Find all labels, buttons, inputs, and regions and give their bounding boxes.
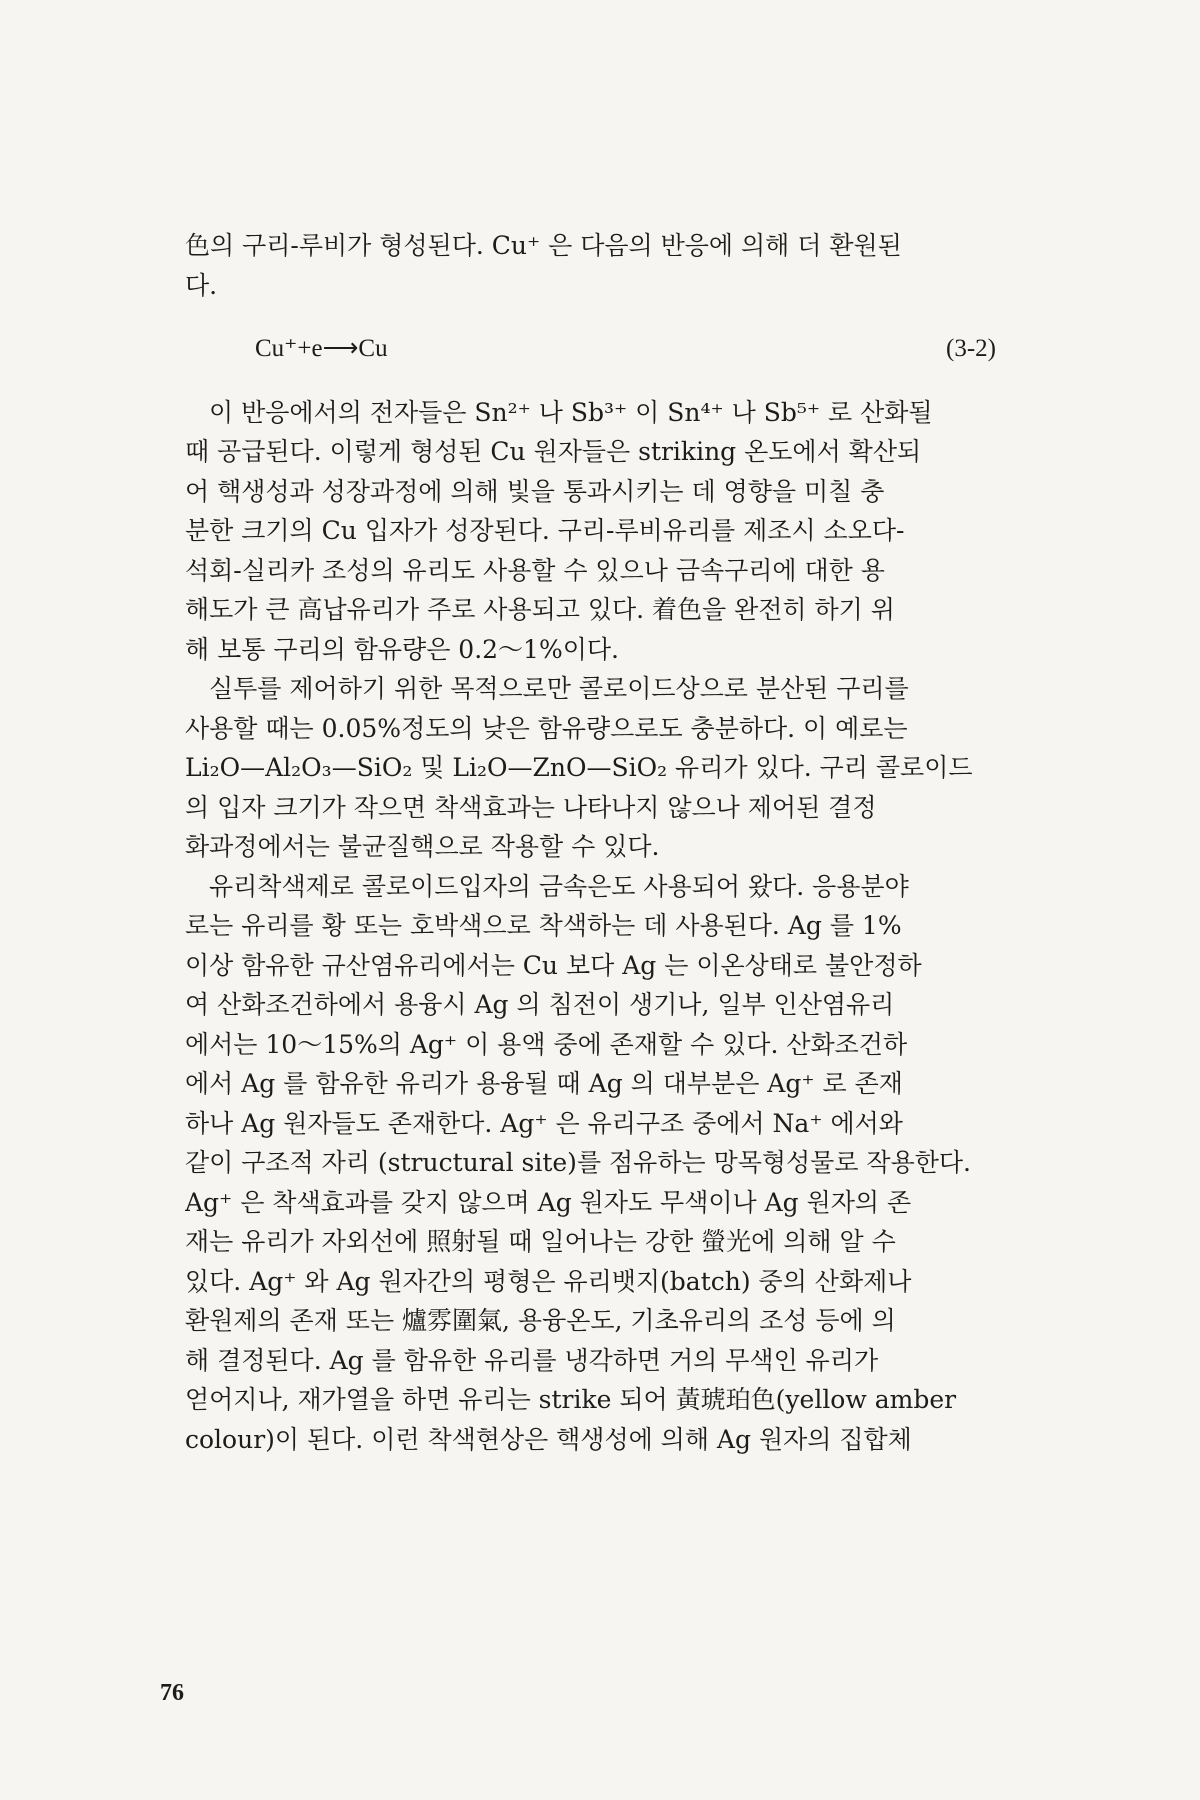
text-line: 분한 크기의 Cu 입자가 성장된다. 구리-루비유리를 제조시 소오다- — [185, 516, 905, 545]
text-line: 재는 유리가 자외선에 照射될 때 일어나는 강한 螢光에 의해 알 수 — [185, 1227, 896, 1256]
page-number: 76 — [160, 1680, 184, 1706]
text-line: 해 결정된다. Ag 를 함유한 유리를 냉각하면 거의 무색인 유리가 — [185, 1345, 879, 1375]
equation-3-2 — [255, 329, 1000, 369]
text-line: 이상 함유한 규산염유리에서는 Cu 보다 Ag 는 이온상태로 불안정하 — [185, 950, 922, 980]
text-line: 때 공급된다. 이렇게 형성된 Cu 원자들은 striking 온도에서 확산되 — [185, 437, 922, 466]
text-line: 같이 구조적 자리 (structural site)를 점유하는 망목형성물로 작용한다. — [185, 1148, 971, 1177]
text-line: 사용할 때는 0.05%정도의 낮은 함유량으로도 충분하다. 이 예로는 — [185, 713, 908, 743]
text-line: 의 입자 크기가 작으면 착색효과는 나타나지 않으나 제어된 결정 — [185, 792, 877, 822]
text-line: 로는 유리를 황 또는 호박색으로 착색하는 데 사용된다. Ag 를 1% — [185, 911, 902, 940]
text-line: 에서는 10～15%의 Ag⁺ 이 용액 중에 존재할 수 있다. 산화조건하 — [185, 1029, 908, 1059]
paragraphs — [185, 393, 1000, 1460]
text-line: 얻어지나, 재가열을 하면 유리는 strike 되어 黃琥珀色(yellow amber — [185, 1385, 957, 1414]
text-line: Ag⁺ 은 착색효과를 갖지 않으며 Ag 원자도 무색이나 Ag 원자의 존 — [185, 1187, 912, 1217]
text-line: 에서 Ag 를 함유한 유리가 용융될 때 Ag 의 대부분은 Ag⁺ 로 존재 — [185, 1069, 903, 1098]
text-line: 해도가 큰 高납유리가 주로 사용되고 있다. 着色을 완전히 하기 위 — [185, 595, 895, 624]
text-line: colour)이 된다. 이런 착색현상은 핵생성에 의해 Ag 원자의 집합체 — [185, 1424, 912, 1454]
text-line: 色의 구리-루비가 형성된다. Cu⁺ 은 다음의 반응에 의해 더 환원된 — [185, 231, 902, 260]
text-line: Li₂O—Al₂O₃—SiO₂ 및 Li₂O—ZnO—SiO₂ 유리가 있다. 구리 콜로이드 — [185, 753, 973, 782]
paragraph-continuation — [185, 226, 1000, 305]
equation-text: Cu⁺+e⟶Cu — [255, 335, 388, 362]
equation-number: (3-2) — [946, 335, 996, 362]
text-line: 하나 Ag 원자들도 존재한다. Ag⁺ 은 유리구조 중에서 Na⁺ 에서와 — [185, 1108, 903, 1138]
text-line: 어 핵생성과 성장과정에 의해 빛을 통과시키는 데 영향을 미칠 충 — [185, 476, 885, 506]
text-line: 있다. Ag⁺ 와 Ag 원자간의 평형은 유리뱃지(batch) 중의 산화제나 — [185, 1266, 912, 1296]
text-line: 다. — [185, 270, 218, 300]
text-line: 이 반응에서의 전자들은 Sn²⁺ 나 Sb³⁺ 이 Sn⁴⁺ 나 Sb⁵⁺ 로 산화될 — [209, 397, 933, 427]
text-line: 여 산화조건하에서 용융시 Ag 의 침전이 생기나, 일부 인산염유리 — [185, 990, 895, 1019]
text-line: 해 보통 구리의 함유량은 0.2～1%이다. — [185, 634, 619, 664]
body-text — [185, 226, 1000, 1459]
text-line: 화과정에서는 불균질핵으로 작용할 수 있다. — [185, 832, 660, 861]
text-line: 석회-실리카 조성의 유리도 사용할 수 있으나 금속구리에 대한 용 — [185, 555, 885, 585]
text-line: 실투를 제어하기 위한 목적으로만 콜로이드상으로 분산된 구리를 — [209, 674, 909, 703]
text-line: 환원제의 존재 또는 爐雰圍氣, 용융온도, 기초유리의 조성 등에 의 — [185, 1306, 896, 1335]
text-line: 유리착색제로 콜로이드입자의 금속은도 사용되어 왔다. 응용분야 — [209, 871, 909, 901]
